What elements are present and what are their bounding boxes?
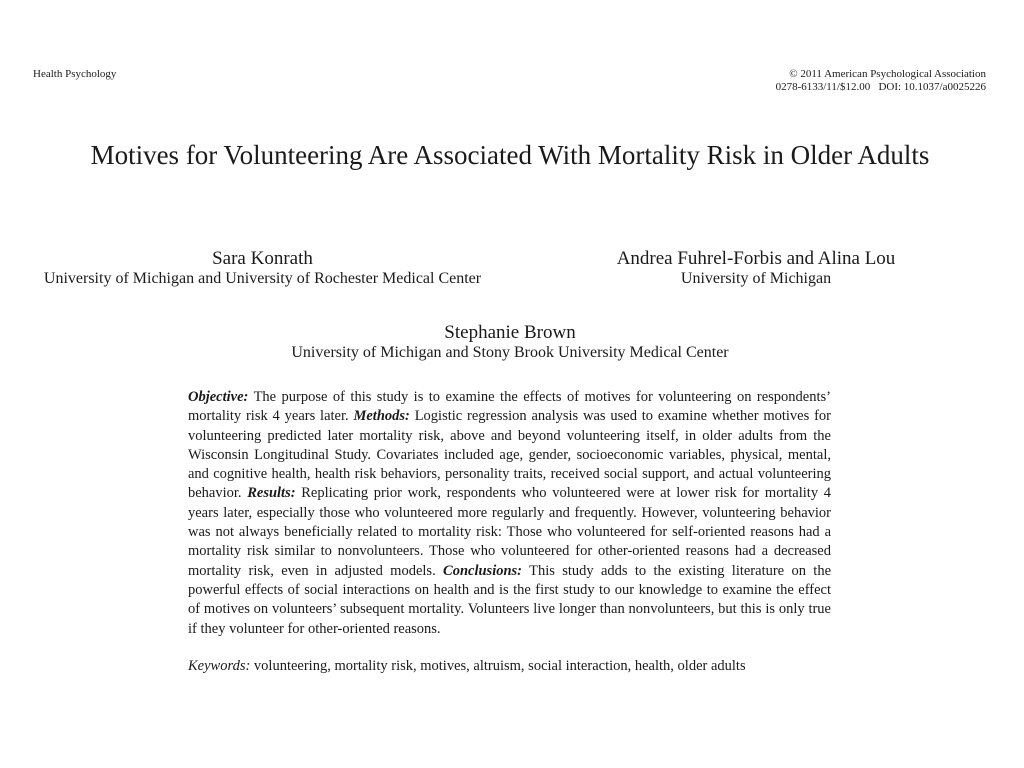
keywords-text: volunteering, mortality risk, motives, altruism, social interaction, health, older adults bbox=[250, 658, 746, 674]
issn-doi-line: 0278-6133/11/$12.00 DOI: 10.1037/a0025226 bbox=[775, 81, 986, 93]
results-text: Replicating prior work, respondents who volunteered were at lower risk for mortality 4 years later, especially those who volunteered more regularly and frequently. However, volunteering behavior was not always beneficially related to mortality risk: Those who volunteered for self-oriented reasons had a mortality risk similar to nonvolunteers. Those who volunteered for other-oriented reasons had a decreased mortality risk, even in adjusted models. bbox=[188, 485, 831, 579]
paper-title: Motives for Volunteering Are Associated With Mortality Risk in Older Adults bbox=[90, 140, 930, 170]
author-affiliation: University of Michigan and Stony Brook University Medical Center bbox=[291, 344, 729, 361]
keywords bbox=[188, 657, 831, 676]
keywords-label: Keywords: bbox=[188, 658, 251, 674]
author-block-brown bbox=[240, 322, 780, 362]
author-block-konrath bbox=[40, 248, 485, 288]
conclusions-text: This study adds to the existing literature on the powerful effects of social interactions on health and is the first study to our knowledge to examine the effect of motives on volunteers’ subsequent mortality. Volunteers live longer than nonvolunteers, but this is only true if they volunteer for other-oriented reasons. bbox=[188, 562, 832, 637]
author-name: Andrea Fuhrel-Forbis and Alina Lou bbox=[616, 248, 896, 269]
copyright-line: © 2011 American Psychological Association bbox=[789, 68, 986, 80]
copyright-block bbox=[776, 68, 986, 94]
author-block-fuhrel-forbis-lou bbox=[592, 248, 920, 288]
results-label: Results: bbox=[247, 485, 296, 502]
author-name: Sara Konrath bbox=[212, 248, 313, 269]
objective-label: Objective: bbox=[188, 389, 249, 405]
author-affiliation: University of Michigan and University of Rochester Medical Center bbox=[43, 270, 482, 287]
journal-name: Health Psychology bbox=[33, 68, 117, 80]
author-affiliation: University of Michigan bbox=[680, 270, 832, 287]
methods-text: Logistic regression analysis was used to examine whether motives for volunteering predicted later mortality risk, above and beyond volunteering itself, in older adults from the Wisconsin Longitudinal Study. Covariates included age, gender, socioeconomic variables, physical, mental, and cognitive health, health risk behaviors, personality traits, received social support, and actual volunteering behavior. bbox=[188, 408, 831, 502]
methods-label: Methods: bbox=[353, 408, 410, 425]
abstract bbox=[188, 388, 831, 639]
objective-text: The purpose of this study is to examine the effects of motives for volunteering on respondents’ mortality risk 4 years later. bbox=[188, 389, 831, 425]
author-name: Stephanie Brown bbox=[444, 322, 576, 343]
conclusions-label: Conclusions: bbox=[443, 562, 523, 579]
